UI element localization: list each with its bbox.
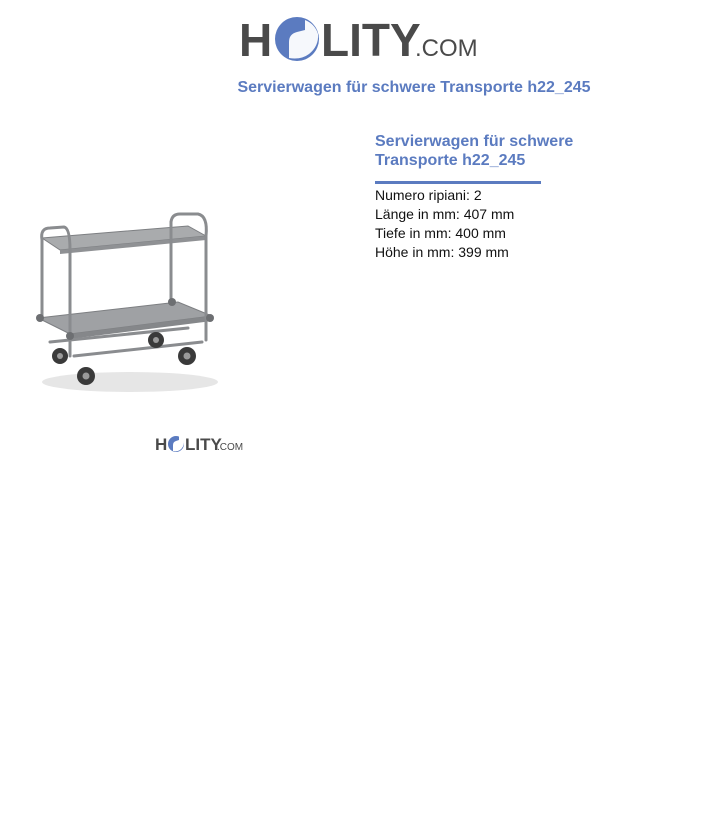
logo-text-lity: LITY <box>321 14 421 66</box>
product-title <box>375 132 635 170</box>
svg-text:LITY: LITY <box>185 435 222 454</box>
product-image-trolley <box>30 210 230 400</box>
spec-shelves: Numero ripiani: 2 <box>375 187 482 203</box>
spec-length: Länge in mm: 407 mm <box>375 206 515 222</box>
spec-depth: Tiefe in mm: 400 mm <box>375 225 506 241</box>
spec-height: Höhe in mm: 399 mm <box>375 244 509 260</box>
svg-text:H: H <box>155 435 168 454</box>
page-title: Servierwagen für schwere Transporte h22_245 <box>237 79 591 96</box>
holity-logo-small <box>155 433 245 455</box>
logo-text-com: .COM <box>415 35 478 62</box>
logo-text-h: H <box>239 14 273 66</box>
title-divider <box>375 181 541 184</box>
holity-logo[interactable] <box>239 12 484 68</box>
product-title-line-2: Transporte h22_245 <box>375 152 526 169</box>
product-title-line-1: Servierwagen für schwere <box>375 133 574 150</box>
svg-text:.COM: .COM <box>217 442 244 453</box>
logo-o-icon <box>275 17 319 61</box>
product-specs <box>375 186 514 262</box>
